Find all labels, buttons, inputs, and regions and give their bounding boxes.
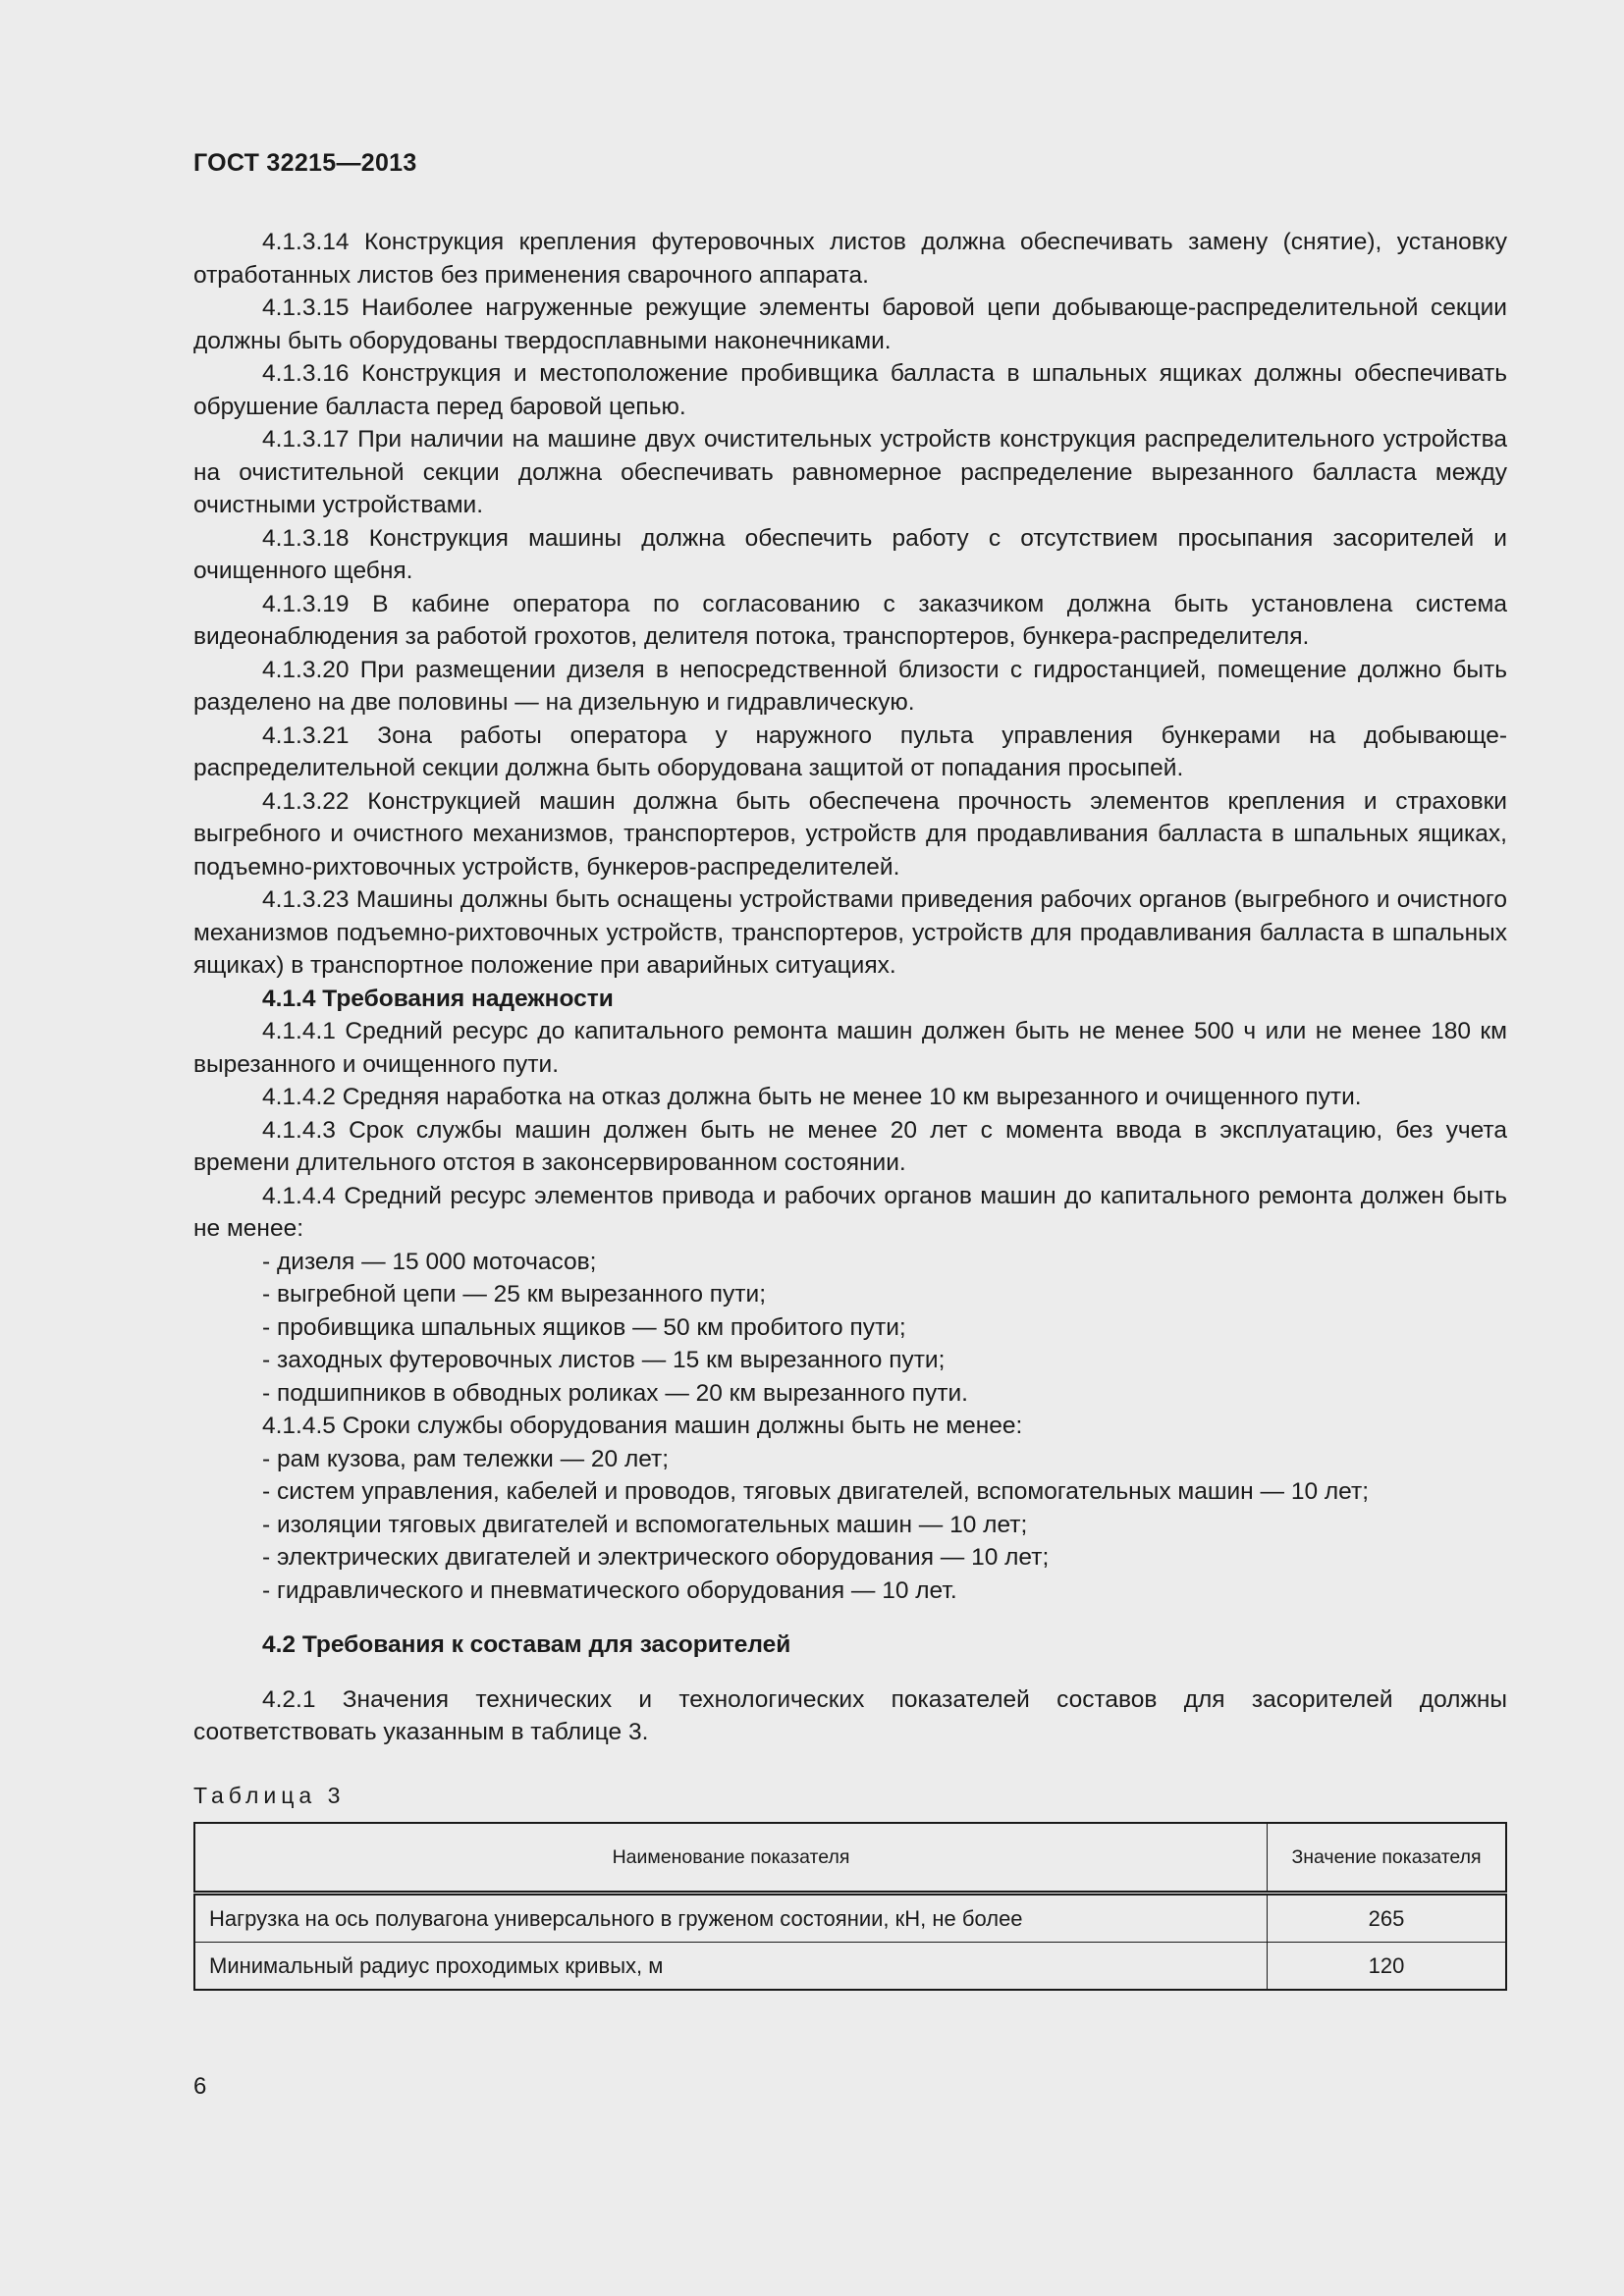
paragraph-4-1-3-16: 4.1.3.16 Конструкция и местоположение пробивщика балласта в шпальных ящиках должны обеспечивать обрушение балласта перед баровой цепью. <box>193 360 1507 420</box>
paragraph-4-1-3-21: 4.1.3.21 Зона работы оператора у наружного пульта управления бункерами на добывающе-распределительной секции должна быть оборудована защитой от попадания просыпей. <box>193 721 1507 781</box>
list-item: - гидравлического и пневматического оборудования — 10 лет. <box>262 1576 957 1604</box>
reliability-heading: 4.1.4 Требования надежности <box>262 985 614 1012</box>
paragraph-4-1-4-1: 4.1.4.1 Средний ресурс до капитального ремонта машин должен быть не менее 500 ч или не менее 180 км вырезанного и очищенного пути. <box>193 1018 1507 1078</box>
table-row <box>194 1943 1506 1991</box>
paragraph-4-1-4-3: 4.1.4.3 Срок службы машин должен быть не менее 20 лет с момента ввода в эксплуатацию, без учета времени длительного отстоя в законсервированном состоянии. <box>193 1116 1507 1176</box>
list-item: - рам кузова, рам тележки — 20 лет; <box>262 1445 670 1472</box>
page-number: 6 <box>193 2073 207 2100</box>
paragraph-4-1-4-4: 4.1.4.4 Средний ресурс элементов привода и рабочих органов машин до капитального ремонта должен быть не менее: <box>193 1182 1507 1242</box>
section-4-2-heading: 4.2 Требования к составам для засорителей <box>262 1631 791 1658</box>
table-row <box>194 1894 1506 1943</box>
paragraph-4-1-3-14: 4.1.3.14 Конструкция крепления футеровочных листов должна обеспечивать замену (снятие), установку отработанных листов без применения сварочного аппарата. <box>193 229 1507 289</box>
list-item: - систем управления, кабелей и проводов, тяговых двигателей, вспомогательных машин — 10 лет; <box>262 1478 1370 1505</box>
paragraph-4-1-3-20: 4.1.3.20 При размещении дизеля в непосредственной близости с гидростанцией, помещение должно быть разделено на две половины — на дизельную и гидравлическую. <box>193 656 1507 716</box>
page-header-standard: ГОСТ 32215—2013 <box>193 149 417 177</box>
table-cell-value: 265 <box>1268 1894 1507 1943</box>
paragraph-4-1-3-19: 4.1.3.19 В кабине оператора по согласованию с заказчиком должна быть установлена система видеонаблюдения за работой грохотов, делителя потока, транспортеров, бункера-распределителя. <box>193 590 1507 650</box>
list-item: - выгребной цепи — 25 км вырезанного пути; <box>262 1281 767 1308</box>
column-header-name: Наименование показателя <box>194 1823 1268 1894</box>
column-header-value: Значение показателя <box>1268 1823 1507 1894</box>
paragraph-4-1-4-2: 4.1.4.2 Средняя наработка на отказ должна быть не менее 10 км вырезанного и очищенного пути. <box>262 1084 1362 1110</box>
list-item: - пробивщика шпальных ящиков — 50 км пробитого пути; <box>262 1313 906 1341</box>
table-caption: Таблица 3 <box>193 1782 346 1808</box>
list-item: - изоляции тяговых двигателей и вспомогательных машин — 10 лет; <box>262 1511 1028 1538</box>
list-item: - дизеля — 15 000 моточасов; <box>262 1248 597 1275</box>
list-item: - подшипников в обводных роликах — 20 км вырезанного пути. <box>262 1379 968 1407</box>
table-cell-name: Нагрузка на ось полувагона универсального в груженом состоянии, кН, не более <box>194 1894 1268 1943</box>
paragraph-4-1-4-5: 4.1.4.5 Сроки службы оборудования машин должны быть не менее: <box>262 1413 1023 1439</box>
paragraph-4-1-3-17: 4.1.3.17 При наличии на машине двух очистительных устройств конструкция распределительного устройства на очистительной секции должна обеспечивать равномерное распределение вырезанного балласта между очистными устройствами. <box>193 426 1507 518</box>
paragraph-4-2-1: 4.2.1 Значения технических и технологических показателей составов для засорителей должны соответствовать указанным в таблице 3. <box>193 1685 1507 1745</box>
table-cell-value: 120 <box>1268 1943 1507 1991</box>
paragraph-4-1-3-23: 4.1.3.23 Машины должны быть оснащены устройствами приведения рабочих органов (выгребного и очистного механизмов подъемно-рихтовочных устройств, транспортеров, устройств для продавливания балласта в шпальных ящиках) в транспортное положение при аварийных ситуациях. <box>193 886 1507 979</box>
table-cell-name: Минимальный радиус проходимых кривых, м <box>194 1943 1268 1991</box>
table-header-row <box>194 1823 1506 1894</box>
list-item: - электрических двигателей и электрического оборудования — 10 лет; <box>262 1544 1050 1571</box>
document-body <box>193 226 1507 1991</box>
list-item: - заходных футеровочных листов — 15 км вырезанного пути; <box>262 1347 946 1373</box>
paragraph-4-1-3-18: 4.1.3.18 Конструкция машины должна обеспечить работу с отсутствием просыпания засорителей и очищенного щебня. <box>193 524 1507 584</box>
indicators-table <box>193 1822 1507 1991</box>
paragraph-4-1-3-15: 4.1.3.15 Наиболее нагруженные режущие элементы баровой цепи добывающе-распределительной секции должны быть оборудованы твердосплавными наконечниками. <box>193 294 1507 354</box>
paragraph-4-1-3-22: 4.1.3.22 Конструкцией машин должна быть обеспечена прочность элементов крепления и страховки выгребного и очистного механизмов, транспортеров, устройств для продавливания балласта в шпальных ящиках, подъемно-рихтовочных устройств, бункеров-распределителей. <box>193 787 1507 881</box>
